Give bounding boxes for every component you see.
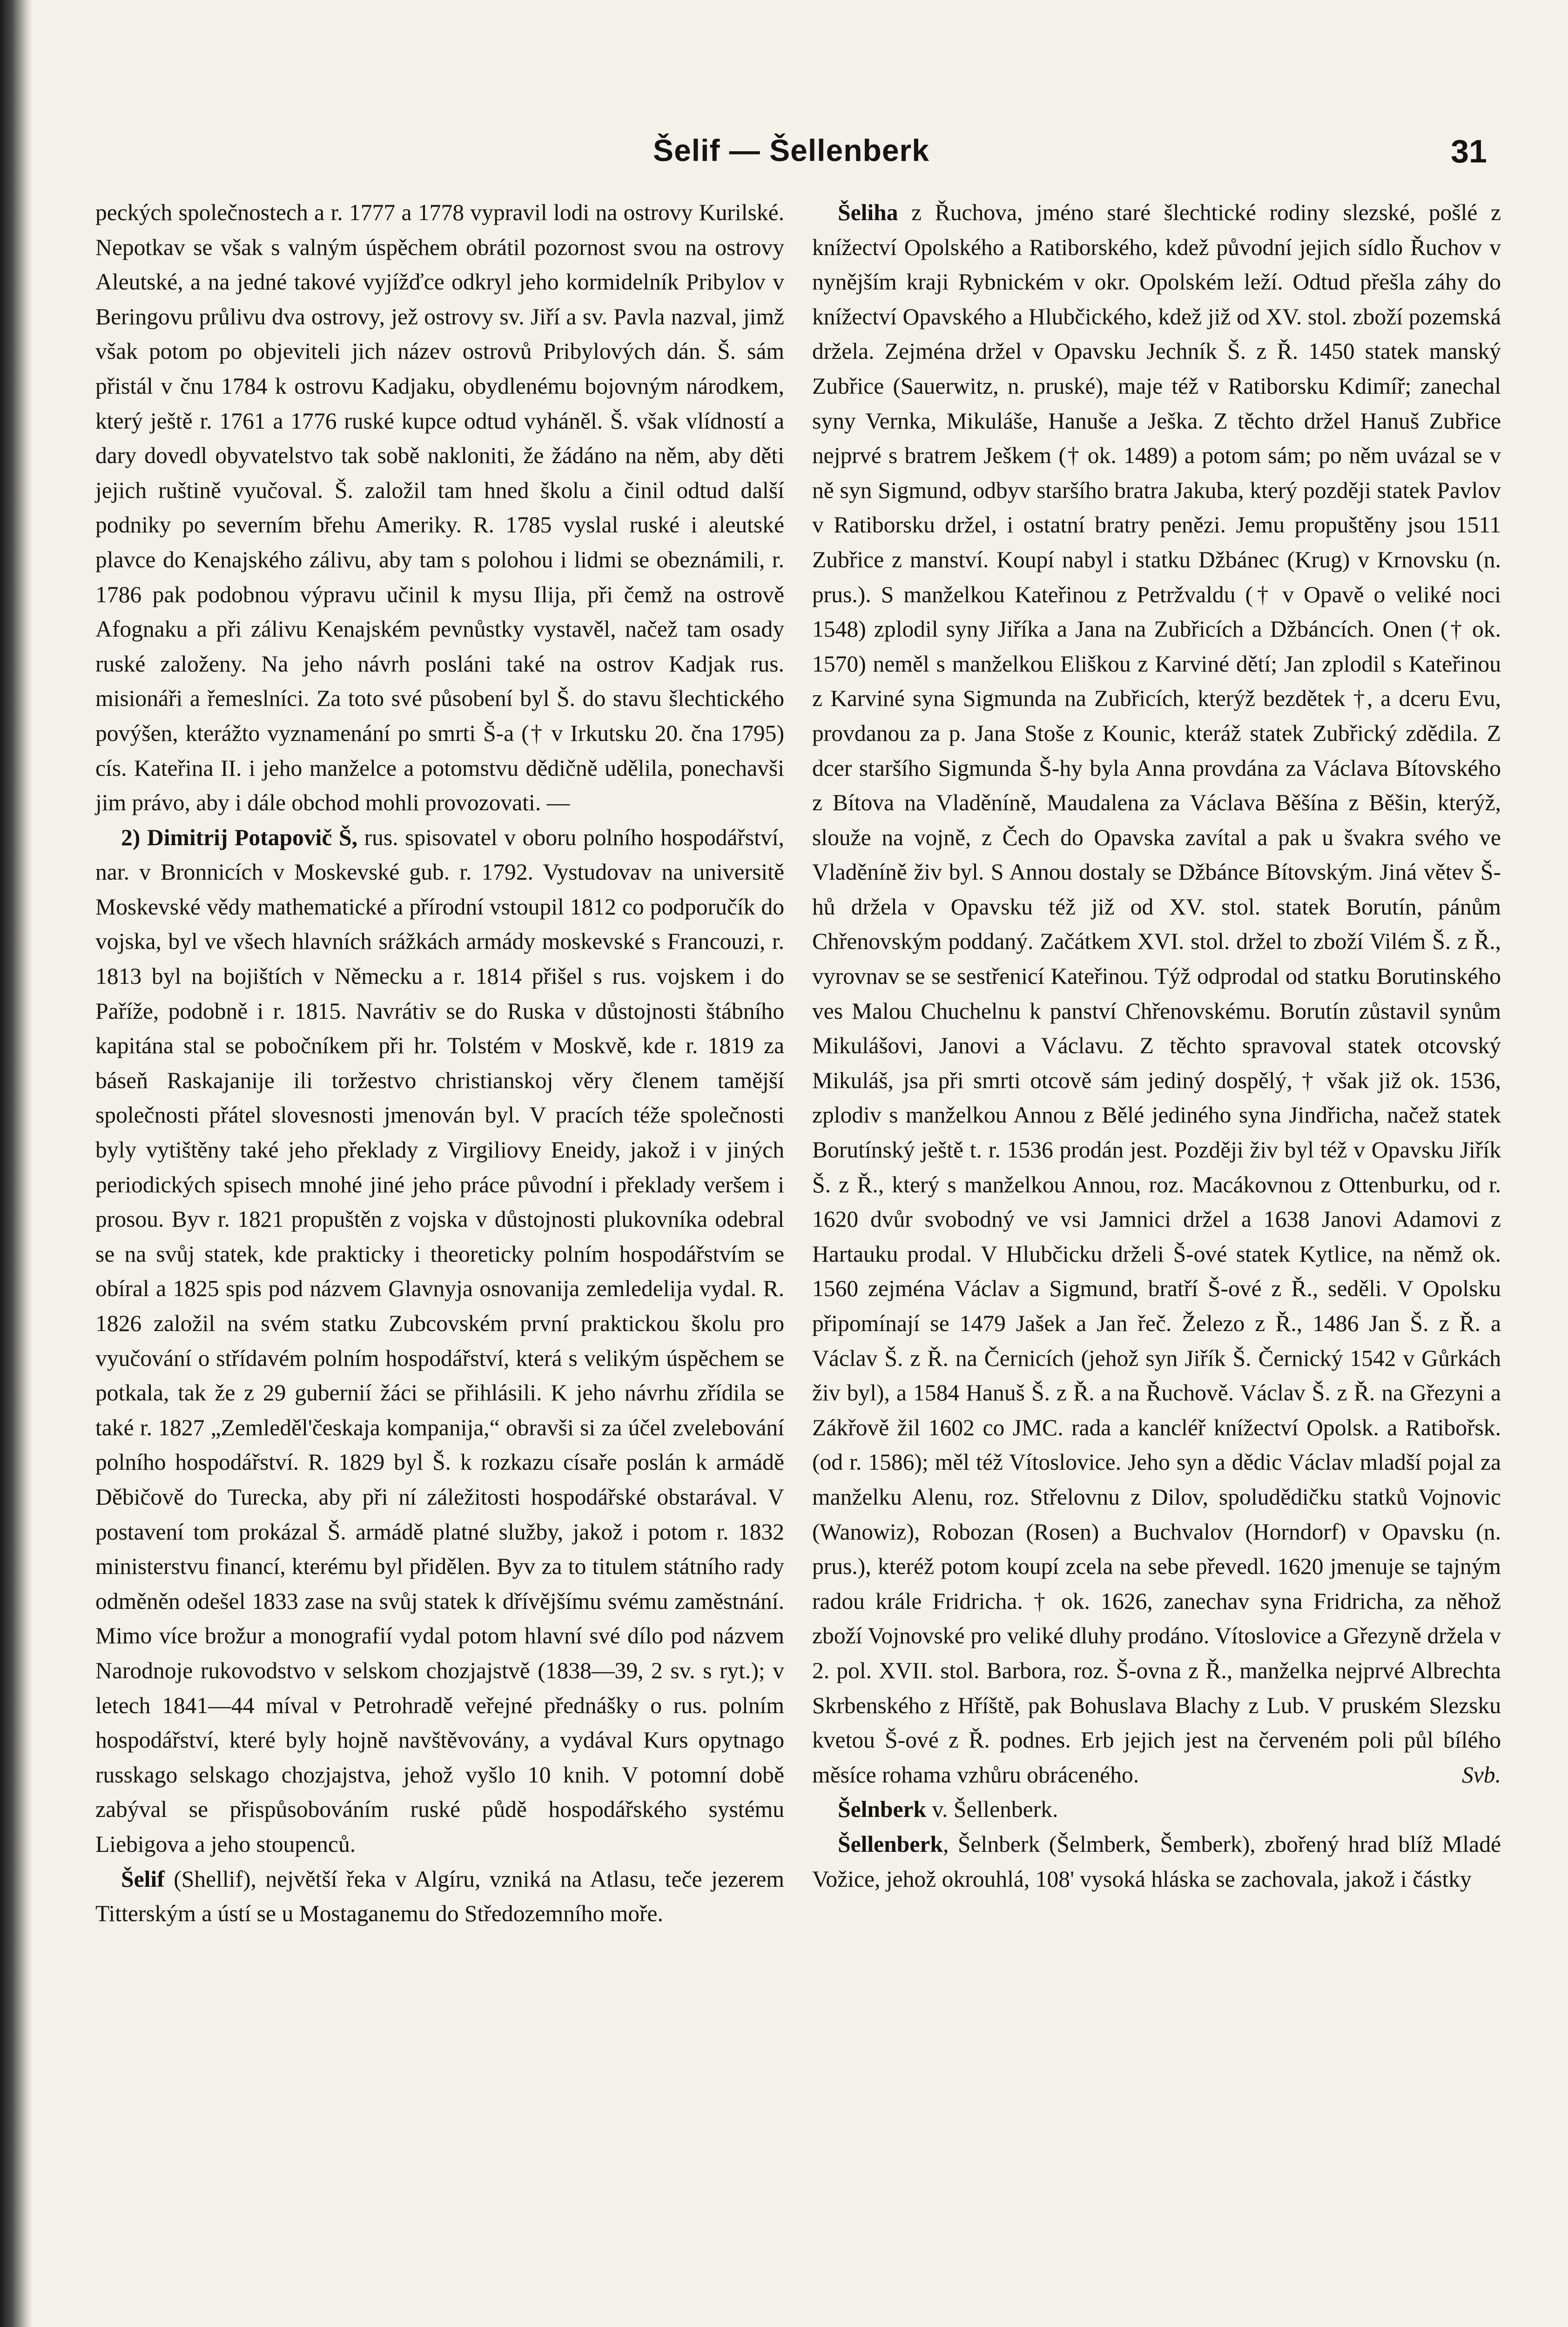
entry-text: v. Šellenberk. (926, 1796, 1058, 1823)
book-spine-shadow (0, 0, 33, 2327)
entry-seliha (812, 195, 1501, 1792)
entry-text: z Řuchova, jméno staré šlechtické rodiny slezské, pošlé z knížectví Opolského a Ratiborského, kdež původní jejich sídlo Řuchov v nynějším kraji Rybnickém v okr. Opolském leží. Odtud přešla záhy do knížectví Opavského a Hlubčického, kdež již od XV. stol. zboží pozemská držela. Zejména držel v Opavsku Jechník Š. z Ř. 1450 statek manský Zubřice (Sauerwitz, n. pruské), maje též v Ratiborsku Kdimíř; zanechal syny Vernka, Mikuláše, Hanuše a Ješka. Z těchto držel Hanuš Zubřice nejprvé s bratrem Ješkem († ok. 1489) a potom sám; po něm uvázal se v ně syn Sigmund, odbyv staršího bratra Jakuba, který později statek Pavlov v Ratiborsku držel, i ostatní bratry penězi. Jemu propuštěny jsou 1511 Zubřice z manství. Koupí nabyl i statku Džbánec (Krug) v Krnovsku (n. prus.). S manželkou Kateřinou z Petržvaldu († v Opavě o veliké noci 1548) zplodil syny Jiříka a Jana na Zubřicích a Džbáncích. Onen († ok. 1570) neměl s manželkou Eliškou z Karviné dětí; Jan zplodil s Kateřinou z Karviné syna Sigmunda na Zubřicích, kterýž bezdětek †, a dceru Evu, provdanou za p. Jana Stoše z Kounic, kteráž statek Zubřický zdědila. Z dcer staršího Sigmunda Š-hy byla Anna provdána za Václava Bítovského z Bítova na Vladěníně, Maudalena za Václava Běšína z Běšin, kterýž, slouže na vojně, z Čech do Opavska zavítal a pak u švakra svého ve Vladěníně živ byl. S Annou dostaly se Džbánce Bítovským. Jiná větev Š-hů držela v Opavsku též již od XV. stol. statek Borutín, pánům Chřenovským poddaný. Začátkem XVI. stol. držel to zboží Vilém Š. z Ř., vyrovnav se se sestřenicí Kateřinou. Týž odprodal od statku Borutinského ves Malou Chuchelnu k panství Chřenovskému. Borutín zůstavil synům Mikulášovi, Janovi a Václavu. Z těchto spravoval statek otcovský Mikuláš, jsa při smrti otcově sám jediný dospělý, † však již ok. 1536, zplodiv s manželkou Annou z Bělé jediného syna Jindřicha, načež statek Borutínský ještě t. r. 1536 prodán jest. Později živ byl též v Opavsku Jiřík Š. z Ř., který s manželkou Annou, roz. Macákovnou z Ottenburku, od r. 1620 dvůr svobodný ve vsi Jamnici držel a 1638 Janovi Adamovi z Hartauku prodal. V Hlubčicku drželi Š-ové statek Kytlice, na němž ok. 1560 zejména Václav a Sigmund, bratří Š-ové z Ř., seděli. V Opolsku připomínají se 1479 Jašek a Jan řeč. Železo z Ř., 1486 Jan Š. z Ř. a Václav Š. z Ř. na Černicích (jehož syn Jiřík Š. Černický 1542 v Gůrkách živ byl), a 1584 Hanuš Š. z Ř. a na Řuchově. Václav Š. z Ř. na Gřezyni a Zákřově žil 1602 co JMC. rada a kancléř knížectví Opolsk. a Ratibořsk. (od r. 1586); měl též Vítoslovice. Jeho syn a dědic Václav mladší pojal za manželku Alenu, roz. Střelovnu z Dilov, spoludědičku statků Vojnovic (Wanowiz), Robozan (Rosen) a Buchvalov (Horndorf) v Opavsku (n. prus.), kteréž potom koupí zcela na sebe převedl. 1620 jmenuje se tajným radou krále Fridricha. † ok. 1626, zanechav syna Fridricha, za něhož zboží Vojnovské pro veliké dluhy prodáno. Vítoslovice a Gřezyně držela v 2. pol. XVII. stol. Barbora, roz. Š-ovna z Ř., manželka nejprvé Albrechta Skrbenského z Hříště, pak Bohuslava Blachy z Lub. V pruském Slezsku kvetou Š-ové z Ř. podnes. Erb jejich jest na červeném poli půl bílého měsíce rohama vzhůru obráceného. (812, 200, 1501, 1788)
page-number: 31 (1451, 133, 1487, 169)
entry-dimitrij (95, 821, 784, 1862)
entry-selif (95, 1862, 784, 1931)
entry-heading: Šeliha (838, 200, 898, 225)
author-signoff: Svb. (1461, 1762, 1501, 1788)
entry-heading: Šelnberk (838, 1796, 927, 1823)
entry-text: , Šelnberk (Šelmberk, Šemberk), zbořený hrad blíž Mladé Vožice, jehož okrouhlá, 108' vysoká hláska se zachovala, jakož i částky (812, 1831, 1501, 1892)
entry-heading: Šelif (121, 1866, 165, 1892)
entry-sellenberk (812, 1827, 1501, 1897)
left-column (95, 195, 784, 1931)
page-title: Šelif — Šellenberk (653, 133, 929, 168)
entry-continuation (95, 195, 784, 821)
entry-heading: Šellenberk (838, 1831, 943, 1857)
right-column (812, 195, 1501, 1897)
entry-text: peckých společnostech a r. 1777 a 1778 vypravil lodi na ostrovy Kurilské. Nepotkav se však s valným úspěchem obrátil pozornost svou na ostrovy Aleutské, a na jedné takové vyjížďce odkryl jeho kormidelník Pribylov v Beringovu průlivu dva ostrovy, jež ostrovy sv. Jiří a sv. Pavla nazval, jimž však potom po objeviteli jich název ostrovů Pribylových dán. Š. sám přistál v čnu 1784 k ostrovu Kadjaku, obydlenému bojovným národkem, který ještě r. 1761 a 1776 ruské kupce odtud vyháněl. Š. však vlídností a dary dovedl obyvatelstvo tak sobě nakloniti, že žádáno na něm, aby děti jejich ruštině vyučoval. Š. založil tam hned školu a činil odtud další podniky po severním břehu Ameriky. R. 1785 vyslal ruské i aleutské plavce do Kenajského zálivu, aby tam s polohou i lidmi se obeznámili, r. 1786 pak podobnou výpravu učinil k mysu Ilija, při čemž na ostrově Afognaku a při zálivu Kenajském pevnůstky vystavěl, načež tam osady ruské založeny. Na jeho návrh posláni také na ostrov Kadjak rus. misionáři a řemeslníci. Za toto své působení byl Š. do stavu šlechtického povýšen, kterážto vyznamenání po smrti Š-a († v Irkutsku 20. čna 1795) cís. Kateřina II. i jeho manželce a potomstvu dědičně udělila, ponechavši jim právo, aby i dále obchod mohli provozovati. — (95, 200, 784, 816)
entry-heading: 2) Dimitrij Potapovič Š, (121, 824, 358, 850)
entry-text: (Shellif), největší řeka v Algíru, vzniká na Atlasu, teče jezerem Titterským a ústí se u Mostaganemu do Středozemního moře. (95, 1866, 784, 1927)
entry-text: rus. spisovatel v oboru polního hospodářství, nar. v Bronnicích v Moskevské gub. r. 1792. Vystudovav na universitě Moskevské vědy mathematické a přírodní vstoupil 1812 co podporučík do vojska, byl ve všech hlavních srážkách armády moskevské s Francouzi, r. 1813 byl na bojištích v Německu a r. 1814 přišel s rus. vojskem i do Paříže, podobně i r. 1815. Navrátiv se do Ruska v důstojnosti štábního kapitána stal se pobočníkem při hr. Tolstém v Moskvě, kde r. 1819 za báseň Raskajanije ili toržestvo christianskoj věry členem tamější společnosti přátel slovesnosti jmenován byl. V pracích téže společnosti byly vytištěny také jeho překlady z Virgiliovy Eneidy, jakož i v jiných periodických spisech mnohé jiné jeho práce původní i překlady veršem i prosou. Byv r. 1821 propuštěn z vojska v důstojnosti plukovníka odebral se na svůj statek, kde prakticky i theoreticky polním hospodářstvím se obíral a 1825 spis pod názvem Glavnyja osnovanija zemledelija vydal. R. 1826 založil na svém statku Zubcovském první praktickou školu pro vyučování o střídavém polním hospodářství, která s velikým úspěchem se potkala, tak že z 29 gubernií žáci se přihlásili. K jeho návrhu zřídila se také r. 1827 „Zemleděl'českaja kompanija,“ obravši si za účel zvelebování polního hospodářství. R. 1829 byl Š. k rozkazu císaře poslán k armádě Děbičově do Turecka, aby při ní záležitosti hospodářské obstarával. V postavení tom prokázal Š. armádě platné služby, jakož i potom r. 1832 ministerstvu financí, kterému byl přidělen. Byv za to titulem státního rady odměněn odešel 1833 zase na svůj statek k dřívějšímu svému zaměstnání. Mimo více brožur a monografií vydal potom hlavní své dílo pod názvem Narodnoje rukovodstvo v selskom chozjajstvě (1838—39, 2 sv. s ryt.); v letech 1841—44 míval v Petrohradě veřejné přednášky o rus. polním hospodářství, které byly hojně navštěvovány, a vydával Kurs opytnago russkago selskago chozjajstva, jehož vyšlo 10 knih. V potomní době zabýval se přispůsobováním ruské půdě hospodářského systému Liebigova a jeho stoupenců. (95, 824, 784, 1857)
entry-selnberk (812, 1792, 1501, 1827)
running-head (95, 133, 1487, 184)
